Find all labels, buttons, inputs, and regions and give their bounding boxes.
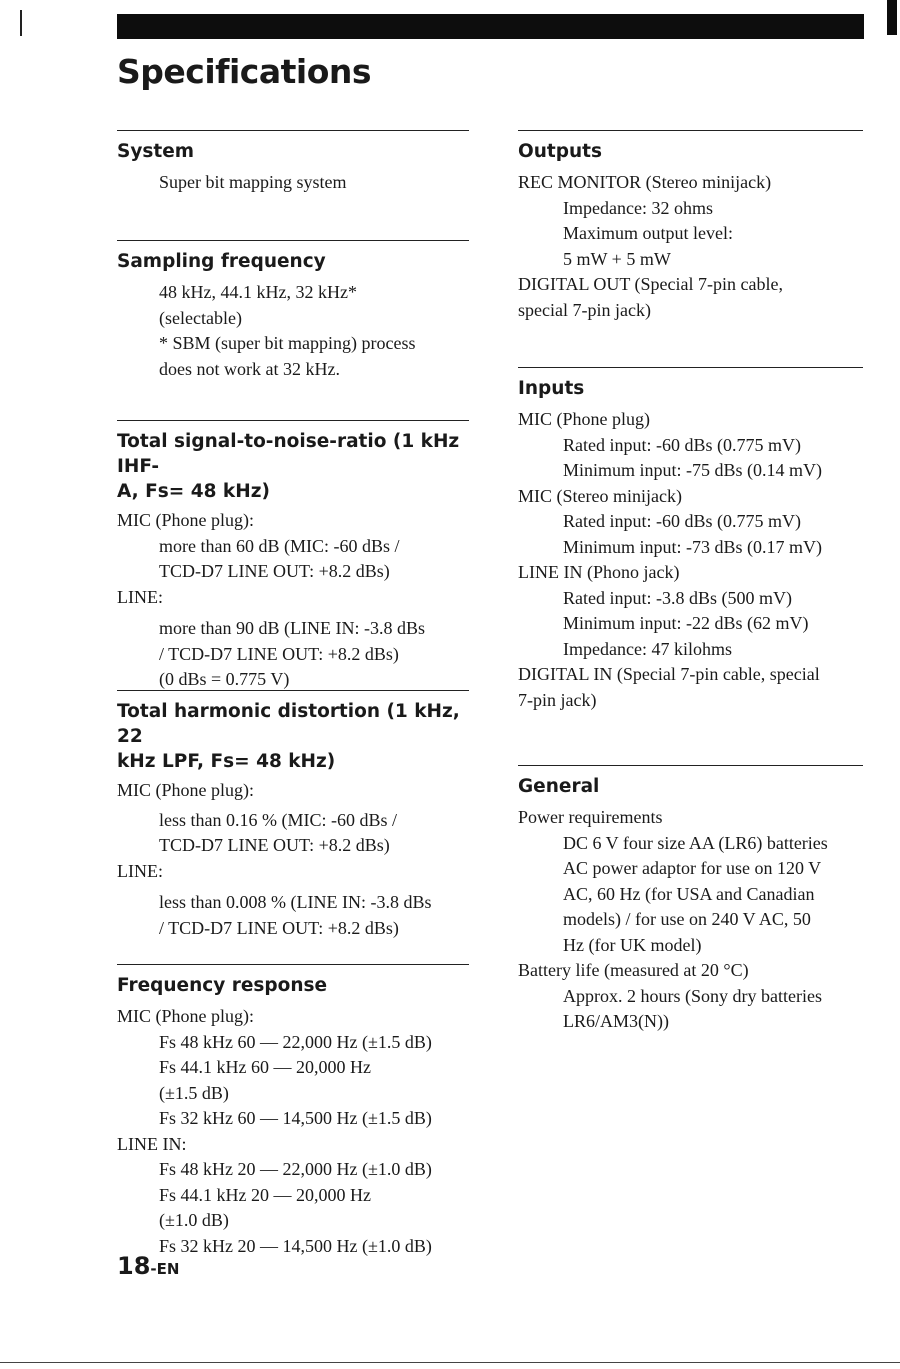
section-heading: Outputs <box>518 141 603 162</box>
heading-line: kHz LPF, Fs= 48 kHz) <box>117 751 336 772</box>
spec-line: Impedance: 47 kilohms <box>563 638 732 659</box>
spec-line: Minimum input: -22 dBs (62 mV) <box>563 613 809 633</box>
section-inputs <box>518 367 863 765</box>
spec-line: 48 kHz, 44.1 kHz, 32 kHz* <box>159 282 357 302</box>
spec-line: less than 0.008 % (LINE IN: -3.8 dBs <box>159 892 432 912</box>
spec-line: (±1.5 dB) <box>159 1082 229 1103</box>
spec-line: (±1.0 dB) <box>159 1210 229 1230</box>
section-heading <box>117 699 469 774</box>
left-column <box>117 130 469 1259</box>
section-harmonic-distortion <box>117 690 469 964</box>
spec-line: LINE IN (Phono jack) <box>518 562 680 582</box>
heading-line: Total harmonic distortion (1 kHz, 22 <box>117 701 460 747</box>
edge-marker <box>887 0 897 35</box>
spec-line: Rated input: -60 dBs (0.775 mV) <box>563 434 801 455</box>
spec-line: AC, 60 Hz (for USA and Canadian <box>563 883 815 904</box>
section-sampling-frequency <box>117 240 469 420</box>
spec-line: (0 dBs = 0.775 V) <box>159 669 290 689</box>
spec-line: DIGITAL OUT (Special 7-pin cable, <box>518 274 783 294</box>
spec-line: MIC (Phone plug): <box>117 780 254 800</box>
spec-line: Fs 32 kHz 20 — 14,500 Hz (±1.0 dB) <box>159 1235 432 1256</box>
spec-line: Fs 48 kHz 20 — 22,000 Hz (±1.0 dB) <box>159 1159 432 1179</box>
spec-line: less than 0.16 % (MIC: -60 dBs / <box>159 809 397 830</box>
section-signal-to-noise <box>117 420 469 690</box>
spec-line: 5 mW + 5 mW <box>563 248 671 269</box>
section-heading: Sampling frequency <box>117 251 326 272</box>
section-frequency-response <box>117 964 469 1259</box>
section-heading: Inputs <box>518 378 585 399</box>
spec-line: MIC (Phone plug): <box>117 510 254 530</box>
spec-line: more than 90 dB (LINE IN: -3.8 dBs <box>159 618 425 638</box>
spec-line: Battery life (measured at 20 °C) <box>518 960 749 980</box>
heading-line: A, Fs= 48 kHz) <box>117 481 270 502</box>
spec-line: Power requirements <box>518 807 663 827</box>
section-system <box>117 130 469 240</box>
section-general <box>518 765 863 1035</box>
spec-line: Super bit mapping system <box>159 172 347 192</box>
spec-line: TCD-D7 LINE OUT: +8.2 dBs) <box>159 835 390 855</box>
spec-line: DIGITAL IN (Special 7-pin cable, special <box>518 664 820 684</box>
spec-line: LINE: <box>117 586 163 607</box>
spec-line: Fs 44.1 kHz 60 — 20,000 Hz <box>159 1057 371 1077</box>
section-outputs <box>518 130 863 367</box>
spec-line: Fs 44.1 kHz 20 — 20,000 Hz <box>159 1184 371 1205</box>
section-heading <box>117 429 469 504</box>
spec-line: MIC (Phone plug) <box>518 409 650 429</box>
spec-line: REC MONITOR (Stereo minijack) <box>518 172 772 192</box>
section-heading: General <box>518 776 600 797</box>
spec-line: LINE: <box>117 860 163 881</box>
header-bar <box>117 14 864 39</box>
spec-line: LINE IN: <box>117 1133 187 1154</box>
spec-line: / TCD-D7 LINE OUT: +8.2 dBs) <box>159 917 399 938</box>
spec-line: AC power adaptor for use on 120 V <box>563 858 822 878</box>
spec-line: Minimum input: -73 dBs (0.17 mV) <box>563 536 823 557</box>
spec-line: (selectable) <box>159 307 242 328</box>
spec-line: MIC (Stereo minijack) <box>518 485 682 506</box>
spec-line: MIC (Phone plug): <box>117 1006 254 1026</box>
spec-line: Fs 48 kHz 60 — 22,000 Hz (±1.5 dB) <box>159 1031 432 1052</box>
page-number-value: 18 <box>117 1252 151 1280</box>
spec-line: more than 60 dB (MIC: -60 dBs / <box>159 535 400 556</box>
spec-line: * SBM (super bit mapping) process <box>159 333 416 353</box>
spec-line: Rated input: -60 dBs (0.775 mV) <box>563 511 801 531</box>
page-title: Specifications <box>117 52 372 91</box>
spec-line: Approx. 2 hours (Sony dry batteries <box>563 985 822 1006</box>
margin-tick <box>20 10 22 36</box>
spec-line: Impedance: 32 ohms <box>563 197 713 218</box>
spec-line: special 7-pin jack) <box>518 299 651 320</box>
spec-line: LR6/AM3(N)) <box>563 1011 669 1031</box>
page-number-suffix: -EN <box>150 1260 180 1278</box>
spec-line: DC 6 V four size AA (LR6) batteries <box>563 832 828 853</box>
page-number <box>117 1252 179 1280</box>
section-heading: System <box>117 141 195 162</box>
spec-line: models) / for use on 240 V AC, 50 <box>563 909 811 929</box>
spec-line: 7-pin jack) <box>518 689 597 710</box>
page-bottom-rule <box>0 1362 900 1363</box>
spec-line: Maximum output level: <box>563 223 733 243</box>
heading-line: Total signal-to-noise-ratio (1 kHz IHF- <box>117 431 460 477</box>
right-column <box>518 130 863 1035</box>
spec-line: Hz (for UK model) <box>563 934 702 955</box>
spec-line: TCD-D7 LINE OUT: +8.2 dBs) <box>159 561 390 581</box>
spec-line: Fs 32 kHz 60 — 14,500 Hz (±1.5 dB) <box>159 1108 432 1128</box>
spec-line: / TCD-D7 LINE OUT: +8.2 dBs) <box>159 643 399 664</box>
spec-line: Rated input: -3.8 dBs (500 mV) <box>563 587 792 608</box>
section-heading: Frequency response <box>117 975 328 996</box>
spec-line: does not work at 32 kHz. <box>159 358 340 379</box>
spec-line: Minimum input: -75 dBs (0.14 mV) <box>563 460 823 480</box>
